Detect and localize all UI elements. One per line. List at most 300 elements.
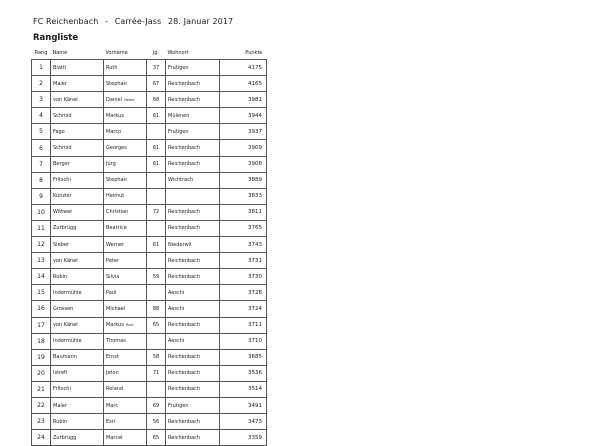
points-cell-text: 4175: [248, 64, 262, 71]
rank-cell-text: 7: [39, 160, 43, 168]
year-cell: [147, 285, 166, 301]
points-cell: [220, 397, 267, 413]
name-cell: [51, 156, 104, 172]
year-cell: [147, 92, 166, 108]
rank-cell-text: 8: [39, 176, 43, 184]
residence-cell-text: Frutigen: [168, 128, 189, 135]
firstname-cell: [104, 333, 147, 349]
name-cell-text: Schmid: [53, 145, 72, 152]
points-cell: [220, 220, 267, 236]
firstname-cell-text: Michael: [106, 305, 126, 312]
table-row: [32, 317, 267, 333]
table-row: [32, 204, 267, 220]
year-cell: [147, 381, 166, 397]
year-cell: [147, 220, 166, 236]
residence-cell-text: Frutigen: [168, 64, 189, 71]
rank-cell: [32, 414, 51, 430]
year-cell-text: 65: [152, 322, 160, 329]
firstname-cell-text: Stephan: [106, 80, 127, 87]
residence-cell-text: Aeschi: [168, 305, 185, 312]
table-row: [32, 414, 267, 430]
year-cell: [147, 237, 166, 253]
table-row: [32, 124, 267, 140]
year-cell: [147, 349, 166, 365]
firstname-cell: [104, 381, 147, 397]
firstname-cell-text: Roland: [106, 386, 124, 393]
firstname-cell: [104, 204, 147, 220]
points-cell: [220, 124, 267, 140]
rank-cell-text: 14: [37, 273, 45, 281]
points-cell-text: 3909: [248, 145, 262, 152]
name-cell: [51, 285, 104, 301]
points-cell-text: 3724: [248, 305, 262, 312]
rank-cell-text: 17: [37, 321, 45, 329]
firstname-cell: [104, 349, 147, 365]
firstname-cell-text: Markus: [106, 112, 124, 119]
firstname-cell-text: Jürg: [106, 161, 116, 168]
firstname-cell: [104, 365, 147, 381]
year-cell-text: 71: [152, 370, 160, 377]
document-header: [33, 17, 237, 26]
year-cell: [147, 414, 166, 430]
rank-cell: [32, 237, 51, 253]
residence-cell-text: Reichenbach: [168, 80, 201, 87]
firstname-cell: [104, 237, 147, 253]
rank-cell-text: 24: [37, 434, 45, 442]
points-cell-text: 3359: [248, 434, 262, 441]
residence-cell: [166, 333, 220, 349]
residence-cell-text: Reichenbach: [168, 370, 201, 377]
name-cell: [51, 397, 104, 413]
residence-cell-text: Mülenen: [168, 112, 190, 119]
residence-cell-text: Reichenbach: [168, 96, 201, 103]
rank-cell: [32, 381, 51, 397]
column-header-rank: Rang: [34, 49, 48, 56]
rank-cell: [32, 397, 51, 413]
points-cell: [220, 349, 267, 365]
firstname-cell: [104, 301, 147, 317]
table-row: [32, 301, 267, 317]
year-cell: [147, 430, 166, 446]
points-cell: [220, 188, 267, 204]
firstname-cell: [104, 414, 147, 430]
firstname-cell-text: Ruth: [106, 64, 118, 71]
name-cell-text: Maier: [53, 80, 67, 87]
year-cell: [147, 301, 166, 317]
name-cell-text: Rubin: [53, 273, 68, 280]
firstname-cell-text: Helmut: [106, 193, 125, 200]
firstname-cell: [104, 172, 147, 188]
points-cell-text: 3937: [248, 128, 262, 135]
column-header-points: Punkte: [245, 49, 263, 56]
name-cell-text: Fritschi: [53, 177, 71, 184]
table-row: [32, 76, 267, 92]
year-cell-text: 59: [152, 273, 160, 280]
residence-cell: [166, 381, 220, 397]
points-cell: [220, 317, 267, 333]
rank-cell: [32, 253, 51, 269]
firstname-cell-text: Esri: [106, 418, 116, 425]
table-row: [32, 220, 267, 236]
year-cell-text: 61: [152, 145, 160, 152]
residence-cell: [166, 269, 220, 285]
year-cell-text: 88: [152, 305, 160, 312]
residence-cell: [166, 365, 220, 381]
year-cell: [147, 204, 166, 220]
name-cell: [51, 301, 104, 317]
residence-cell: [166, 430, 220, 446]
rank-cell: [32, 108, 51, 124]
residence-cell-text: Reichenbach: [168, 322, 201, 329]
firstname-cell: [104, 140, 147, 156]
points-cell: [220, 285, 267, 301]
points-cell-text: 3491: [248, 402, 262, 409]
table-row: [32, 237, 267, 253]
rank-cell-text: 20: [37, 369, 45, 377]
points-cell-text: 3536: [248, 370, 262, 377]
year-cell-text: 67: [152, 80, 160, 87]
table-row: [32, 365, 267, 381]
column-header-residence: Wohnort: [167, 49, 189, 56]
points-cell: [220, 301, 267, 317]
year-cell: [147, 124, 166, 140]
rank-cell: [32, 140, 51, 156]
year-cell: [147, 76, 166, 92]
table-header-row: [32, 46, 267, 60]
points-cell-text: 4165: [248, 80, 262, 87]
year-cell: [147, 108, 166, 124]
name-cell-text: Berger: [53, 161, 70, 168]
name-cell: [51, 414, 104, 430]
points-cell-text: 3944: [248, 112, 262, 119]
name-cell-text: Fago: [53, 128, 65, 135]
firstname-cell: [104, 188, 147, 204]
name-cell: [51, 381, 104, 397]
name-cell: [51, 365, 104, 381]
residence-cell: [166, 76, 220, 92]
name-cell-text: Blatti: [53, 64, 67, 71]
name-cell-text: Indermühle: [53, 338, 82, 345]
name-cell-text: Baumann: [53, 354, 77, 361]
residence-cell-text: Wichtrach: [168, 177, 194, 184]
table-row: [32, 253, 267, 269]
residence-cell: [166, 92, 220, 108]
year-cell: [147, 140, 166, 156]
firstname-cell-text: Marc: [106, 402, 119, 409]
firstname-cell-text: Jeton: [106, 370, 119, 377]
rank-cell: [32, 172, 51, 188]
table-row: [32, 430, 267, 446]
residence-cell: [166, 156, 220, 172]
year-cell-text: 56: [152, 418, 160, 425]
header-separator: -: [105, 17, 109, 26]
points-cell: [220, 237, 267, 253]
table-row: [32, 172, 267, 188]
firstname-cell: [104, 76, 147, 92]
name-cell: [51, 253, 104, 269]
points-cell: [220, 76, 267, 92]
year-cell-text: 68: [152, 96, 160, 103]
year-cell-text: 72: [152, 209, 160, 216]
rank-cell-text: 11: [37, 224, 45, 232]
name-cell: [51, 333, 104, 349]
name-cell-text: Zurbrügg: [53, 434, 77, 441]
firstname-cell-text: Marcel: [106, 434, 123, 441]
name-cell-text: Sieber: [53, 241, 69, 248]
residence-cell: [166, 140, 220, 156]
name-cell-text: Wittwer: [53, 209, 73, 216]
name-cell-text: Rubin: [53, 418, 68, 425]
name-cell-text: Grossen: [53, 305, 74, 312]
rank-cell: [32, 333, 51, 349]
event-date: 28. Januar 2017: [167, 17, 234, 26]
rank-cell: [32, 430, 51, 446]
firstname-cell: [104, 397, 147, 413]
points-cell-text: 3514: [248, 386, 262, 393]
name-cell: [51, 76, 104, 92]
residence-cell-text: Reichenbach: [168, 225, 201, 232]
year-cell-text: 58: [152, 354, 160, 361]
residence-cell-text: Reichenbach: [168, 273, 201, 280]
name-cell: [51, 204, 104, 220]
points-cell-text: 3889: [248, 177, 262, 184]
residence-cell: [166, 108, 220, 124]
points-cell-text: 3811: [248, 209, 262, 216]
name-cell-text: Indermühle: [53, 289, 82, 296]
year-cell: [147, 60, 166, 76]
rank-cell: [32, 365, 51, 381]
residence-cell-text: Reichenbach: [168, 257, 201, 264]
residence-cell-text: Reichenbach: [168, 209, 201, 216]
nickname-note: Hemo: [123, 97, 135, 102]
name-cell-text: Maier: [53, 402, 67, 409]
ranking-table: [31, 46, 267, 446]
table-row: [32, 269, 267, 285]
points-cell: [220, 172, 267, 188]
rank-cell: [32, 156, 51, 172]
year-cell: [147, 253, 166, 269]
rank-cell: [32, 76, 51, 92]
firstname-cell: [104, 317, 147, 333]
rank-cell-text: 6: [39, 144, 43, 152]
table-row: [32, 108, 267, 124]
rank-cell: [32, 285, 51, 301]
residence-cell: [166, 188, 220, 204]
points-cell-text: 3730: [248, 273, 262, 280]
rank-cell-text: 2: [39, 80, 43, 88]
year-cell-text: 61: [152, 241, 160, 248]
rank-cell: [32, 60, 51, 76]
year-cell: [147, 156, 166, 172]
year-cell-text: 69: [152, 402, 160, 409]
firstname-cell-text: Daniel: [106, 96, 122, 103]
firstname-cell-text: Marco: [106, 128, 122, 135]
name-cell: [51, 60, 104, 76]
firstname-cell-text: Christian: [106, 209, 129, 216]
firstname-cell: [104, 269, 147, 285]
rank-cell-text: 16: [37, 305, 45, 313]
table-row: [32, 188, 267, 204]
year-cell: [147, 333, 166, 349]
firstname-cell-text: Stephan: [106, 177, 127, 184]
residence-cell-text: Reichenbach: [168, 354, 201, 361]
rank-cell-text: 12: [37, 241, 45, 249]
residence-cell: [166, 349, 220, 365]
nickname-note: Ruki: [125, 323, 134, 328]
rank-cell: [32, 204, 51, 220]
residence-cell: [166, 60, 220, 76]
name-cell: [51, 188, 104, 204]
points-cell: [220, 414, 267, 430]
points-cell-text: 3710: [248, 338, 262, 345]
residence-cell: [166, 124, 220, 140]
firstname-cell-text: Silvia: [106, 273, 120, 280]
name-cell-text: Künzler: [53, 193, 72, 200]
year-cell-text: 61: [152, 161, 160, 168]
rank-cell-text: 18: [37, 337, 45, 345]
rank-cell-text: 4: [39, 112, 43, 120]
points-cell-text: 3711: [248, 322, 262, 329]
column-header-firstname: Vorname: [105, 49, 128, 56]
year-cell: [147, 269, 166, 285]
rank-cell-text: 21: [37, 385, 45, 393]
column-header-name: Name: [52, 49, 68, 56]
rank-cell: [32, 349, 51, 365]
rank-cell-text: 3: [39, 96, 43, 104]
firstname-cell-text: Werner: [106, 241, 124, 248]
residence-cell: [166, 414, 220, 430]
year-cell: [147, 172, 166, 188]
firstname-cell-text: Beatrice: [106, 225, 127, 232]
table-row: [32, 397, 267, 413]
residence-cell-text: Aeschi: [168, 338, 185, 345]
firstname-cell-text: Georges: [106, 145, 127, 152]
firstname-cell: [104, 108, 147, 124]
club-name: FC Reichenbach: [33, 17, 99, 26]
residence-cell-text: Niederwil: [168, 241, 192, 248]
residence-cell: [166, 301, 220, 317]
name-cell-text: von Känel: [53, 257, 78, 264]
name-cell: [51, 172, 104, 188]
points-cell-text: 3765: [248, 225, 262, 232]
year-cell-text: 61: [152, 112, 160, 119]
points-cell-text: 3908: [248, 161, 262, 168]
table-row: [32, 285, 267, 301]
firstname-cell: [104, 220, 147, 236]
year-cell-text: 65: [152, 434, 160, 441]
residence-cell: [166, 172, 220, 188]
year-cell: [147, 365, 166, 381]
points-cell-text: 3473: [248, 418, 262, 425]
rank-cell: [32, 269, 51, 285]
rank-cell-text: 19: [37, 353, 45, 361]
table-row: [32, 156, 267, 172]
rank-cell-text: 5: [39, 128, 43, 136]
column-header-year: Jg.: [152, 49, 160, 56]
name-cell: [51, 269, 104, 285]
name-cell: [51, 430, 104, 446]
points-cell: [220, 430, 267, 446]
residence-cell: [166, 317, 220, 333]
table-row: [32, 349, 267, 365]
rank-cell-text: 22: [37, 402, 45, 410]
firstname-cell: [104, 124, 147, 140]
rank-cell-text: 1: [39, 64, 43, 72]
table-row: [32, 381, 267, 397]
rank-cell: [32, 220, 51, 236]
residence-cell-text: Reichenbach: [168, 386, 201, 393]
name-cell-text: Fritschi: [53, 386, 71, 393]
name-cell-text: Zurbrügg: [53, 225, 77, 232]
firstname-cell-text: Paul: [106, 289, 117, 296]
rank-cell: [32, 124, 51, 140]
name-cell: [51, 317, 104, 333]
residence-cell-text: Reichenbach: [168, 434, 201, 441]
firstname-cell: [104, 92, 147, 108]
points-cell-text: 3743: [248, 241, 262, 248]
points-cell: [220, 92, 267, 108]
name-cell: [51, 237, 104, 253]
points-cell-text: 3685: [248, 354, 262, 361]
firstname-cell-text: Peter: [106, 257, 120, 264]
firstname-cell-text: Ernst: [106, 354, 119, 361]
rank-cell: [32, 188, 51, 204]
year-cell: [147, 188, 166, 204]
name-cell: [51, 124, 104, 140]
rank-cell-text: 13: [37, 257, 45, 265]
rank-cell-text: 10: [37, 208, 45, 216]
firstname-cell: [104, 430, 147, 446]
residence-cell-text: Frutigen: [168, 402, 189, 409]
rank-cell: [32, 317, 51, 333]
residence-cell: [166, 204, 220, 220]
event-name: Carrée-Jass: [114, 17, 162, 26]
table-row: [32, 92, 267, 108]
firstname-cell: [104, 285, 147, 301]
residence-cell: [166, 237, 220, 253]
rank-cell-text: 23: [37, 418, 45, 426]
points-cell: [220, 156, 267, 172]
firstname-cell: [104, 60, 147, 76]
residence-cell-text: Aeschi: [168, 289, 185, 296]
name-cell-text: Schmid: [53, 112, 72, 119]
rank-cell: [32, 301, 51, 317]
points-cell-text: 3981: [248, 96, 262, 103]
name-cell-text: von Känel: [53, 322, 78, 329]
page-title: Rangliste: [33, 33, 79, 43]
year-cell: [147, 317, 166, 333]
points-cell: [220, 60, 267, 76]
name-cell: [51, 349, 104, 365]
firstname-cell-text: Markus: [106, 322, 124, 329]
name-cell-text: von Känel: [53, 96, 78, 103]
points-cell: [220, 365, 267, 381]
points-cell: [220, 381, 267, 397]
name-cell: [51, 220, 104, 236]
points-cell: [220, 204, 267, 220]
year-cell: [147, 397, 166, 413]
rank-cell-text: 15: [37, 289, 45, 297]
name-cell: [51, 140, 104, 156]
points-cell-text: 3833: [248, 193, 262, 200]
residence-cell: [166, 397, 220, 413]
points-cell: [220, 108, 267, 124]
table-row: [32, 140, 267, 156]
firstname-cell: [104, 156, 147, 172]
residence-cell-text: Reichenbach: [168, 145, 201, 152]
points-cell-text: 3728: [248, 289, 262, 296]
rank-cell: [32, 92, 51, 108]
